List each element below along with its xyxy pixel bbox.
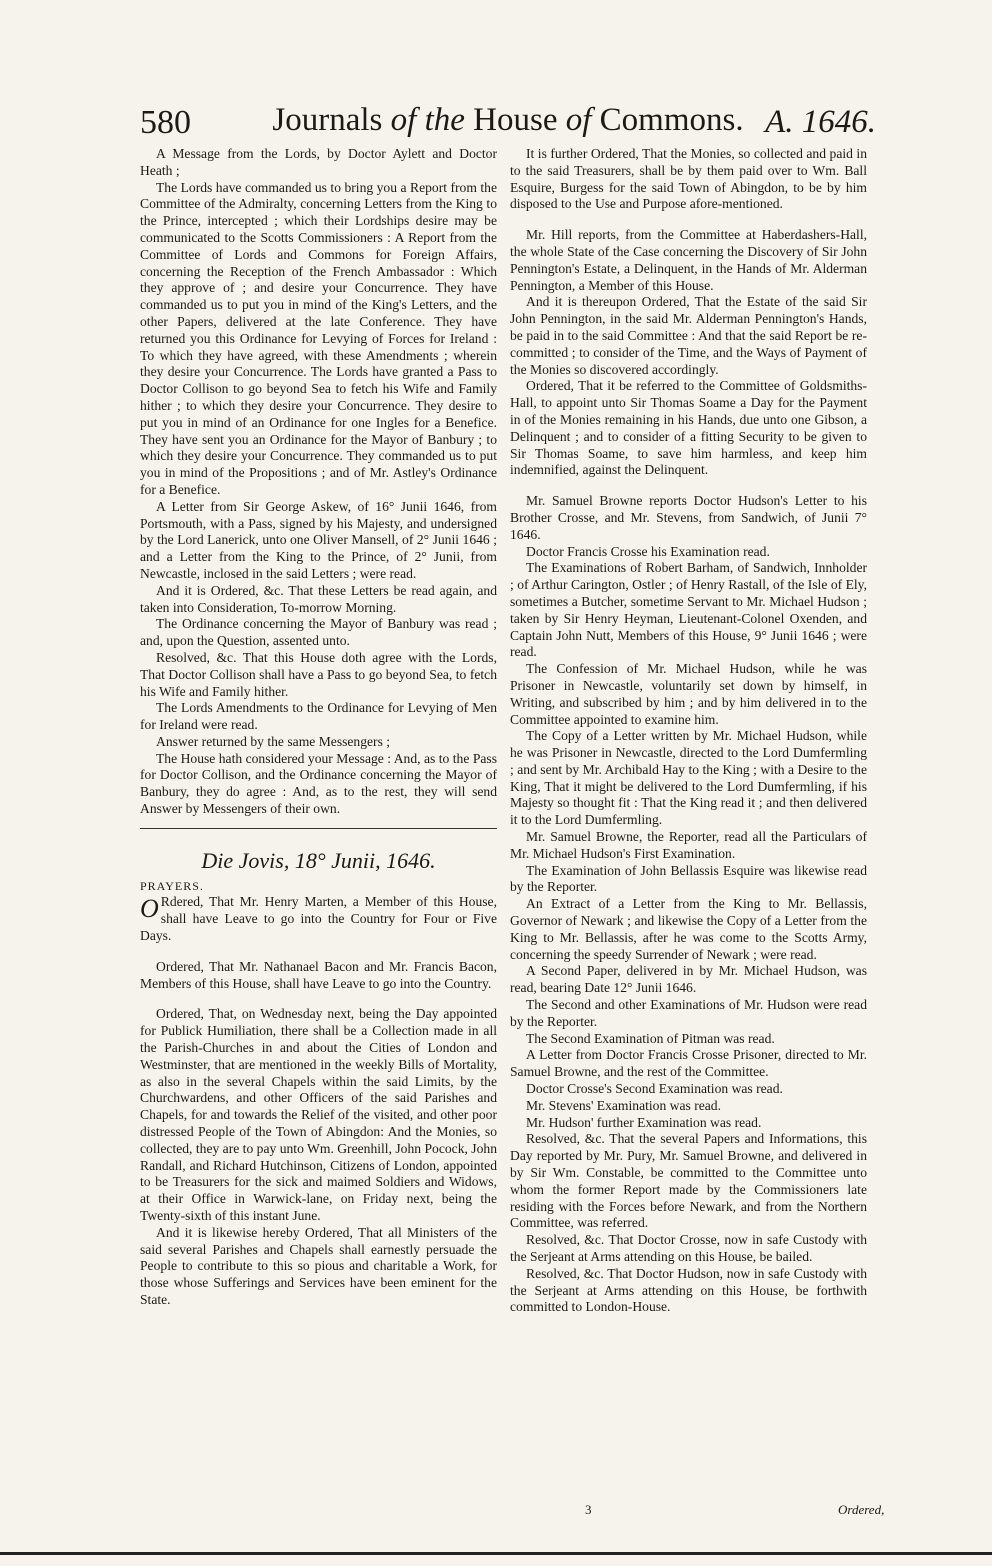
paragraph: Rdered, That Mr. Henry Marten, a Member of this House, shall have Leave to go into the Country for Four or Five Days. bbox=[140, 894, 497, 944]
paragraph: Ordered, That, on Wednesday next, being the Day appointed for Publick Humiliation, there shall be a Collection made in all the Parish-Churches in and about the Cities of London and Westminster, that are mentioned in the weekly Bills of Mortality, as also in the several Chapels within the said Limits, by the Churchwardens, and other Officers of the said Parishes and Chapels, for and towards the Relief of the visited, and other poor distressed People of the Town of Abingdon: And the Monies, so collected, they are to pay unto Wm. Greenhill, John Pocock, John Randall, and Richard Hutchinson, Citizens of London, appointed to be Treasurers for the sick and maimed Soldiers and Widows, at their Office in Warwick-lane, on Friday next, being the Twenty-sixth of this instant June. bbox=[140, 1006, 497, 1224]
paragraph: The Second and other Examinations of Mr. Hudson were read by the Reporter. bbox=[510, 997, 867, 1029]
paragraph: The Ordinance concerning the Mayor of Banbury was read ; and, upon the Question, assented unto. bbox=[140, 616, 497, 649]
paragraph: Mr. Stevens' Examination was read. bbox=[526, 1097, 721, 1113]
paragraph: The Lords have commanded us to bring you a Report from the Committee of the Admiralty, concerning Letters from the King to the Prince, intercepted ; which their Lordships desire may be communicated to the Scotts Commissioners : A Report from the Committee of Lords and Commons for Foreign Affairs, concerning the Reception of the French Ambassador : Which they approve of ; and desire your Concurrence. They have commanded us to put you in mind of the King's Letters, and the other Papers, delivered at the late Conference. They have returned you this Ordinance for Levying of Forces for Ireland : To which they have agreed, with these Amendments ; wherein they desire your Concurrence. The Lords have granted a Pass to Doctor Collison to go beyond Sea to fetch his Wife and Family hither ; to which they desire your Concurrence. They desire to put you in mind of an Ordinance for one Ingles for a Benefice. They have sent you an Ordinance for the Mayor of Banbury ; to which they desire your Concurrence. They commanded us to put you in mind of the Propositions ; and of Mr. Astley's Ordinance for a Benefice. bbox=[140, 179, 497, 497]
page-header bbox=[140, 100, 876, 148]
paragraph: Resolved, &c. That the several Papers and Informations, this Day reported by Mr. Pury, Mr. Samuel Browne, and delivered in by Sir Wm. Constable, be committed to the Committee unto whom the former Report made by the Commissioners late residing with the Forces before Newark, and from the Northern Committee, was referred. bbox=[510, 1131, 867, 1231]
paragraph: Ordered, That Mr. Nathanael Bacon and Mr. Francis Bacon, Members of this House, shall have Leave to go into the Country. bbox=[140, 958, 497, 991]
paragraph: The Second Examination of Pitman was read. bbox=[526, 1030, 775, 1046]
paragraph: An Extract of a Letter from the King to Mr. Bellassis, Governor of Newark ; and likewise the Copy of a Letter from the King to Mr. Bellassis, after he was come to the Scotts Army, concerning the speedy Surrender of Newark ; were read. bbox=[510, 896, 867, 962]
paragraph: Resolved, &c. That this House doth agree with the Lords, That Doctor Collison shall have a Pass to go beyond Sea, to fetch his Wife and Family hither. bbox=[140, 649, 497, 699]
paragraph: Resolved, &c. That Doctor Crosse, now in safe Custody with the Serjeant at Arms attending on this House, be bailed. bbox=[510, 1232, 867, 1264]
signature-mark: 3 bbox=[585, 1502, 592, 1517]
drop-cap: O bbox=[140, 894, 159, 924]
day-heading: Die Jovis, 18° Junii, 1646. bbox=[201, 847, 436, 873]
paragraph: Resolved, &c. That Doctor Hudson, now in safe Custody with the Serjeant at Arms attending on this House, be forthwith committed to London-House. bbox=[510, 1265, 867, 1315]
paragraph: A Message from the Lords, by Doctor Aylett and Doctor Heath ; bbox=[140, 146, 497, 178]
paragraph: The Lords Amendments to the Ordinance for Levying of Men for Ireland were read. bbox=[140, 700, 497, 733]
paragraph: A Letter from Sir George Askew, of 16° Junii 1646, from Portsmouth, with a Pass, signed by his Majesty, and undersigned by the Lord Lanerick, unto one Oliver Mansell, of 2° Junii 1646 ; and a Letter from the King to the Prince, of 2° Junii, from Newcastle, inclosed in the said Letters ; were read. bbox=[140, 498, 497, 581]
year-marker: A. 1646. bbox=[765, 104, 876, 140]
title-of-the: of the bbox=[390, 102, 474, 138]
paragraph: The Copy of a Letter written by Mr. Michael Hudson, while he was Prisoner in Newcastle, directed to the Lord Dumfermling ; and sent by Mr. Archibald Hay to the King ; with a Desire to the King, That it might be delivered to the Lord Dumfermling, if his Majesty so thought fit : That the King read it ; and then delivered it to the Lord Dumfermling. bbox=[510, 728, 867, 828]
paragraph: And it is thereupon Ordered, That the Estate of the said Sir John Pennington, in the said Mr. Alderman Pennington's Hands, be paid in to the said Committee : And that the said Report be re-committed ; to consider of the Time, and the Ways of Payment of the Monies so discovered accordingly. bbox=[510, 294, 867, 377]
title-journals: Journals bbox=[272, 102, 391, 138]
paragraph: And it is Ordered, &c. That these Letters be read again, and taken into Consideration, To-morrow Morning. bbox=[140, 582, 497, 615]
paragraph: The Examinations of Robert Barham, of Sandwich, Innholder ; of Arthur Carington, Ostler ; of Henry Rastall, of the Isle of Ely, sometimes a Butcher, sometime Servant to Mr. Michael Hudson ; taken by Sir Henry Heyman, Lieutenant-Colonel Oxenden, and Captain John Nutt, Members of this House, 9° Junii 1646 ; were read. bbox=[510, 560, 867, 660]
paragraph: Mr. Hudson' further Examination was read. bbox=[526, 1114, 762, 1130]
bottom-border bbox=[0, 1552, 992, 1555]
paragraph: The House hath considered your Message : And, as to the Pass for Doctor Collison, and the Ordinance concerning the Mayor of Banbury, they do agree : And, as to the rest, they will send Answer by Messengers of their own. bbox=[140, 750, 497, 817]
paragraph: Mr. Samuel Browne, the Reporter, read all the Particulars of Mr. Michael Hudson's First Examination. bbox=[510, 829, 867, 861]
paragraph: The Examination of John Bellassis Esquire was likewise read by the Reporter. bbox=[510, 862, 867, 895]
paragraph: Doctor Francis Crosse his Examination read. bbox=[526, 543, 770, 559]
paragraph: Doctor Crosse's Second Examination was read. bbox=[526, 1081, 783, 1097]
paragraph: It is further Ordered, That the Monies, so collected and paid in to the said Treasurers, shall be by them paid over to Wm. Ball Esquire, Burgess for the said Town of Abingdon, to be by him disposed to the Use and Purpose afore-mentioned. bbox=[510, 146, 867, 212]
prayers-label: PRAYERS. bbox=[140, 878, 204, 893]
paragraph: A Second Paper, delivered in by Mr. Michael Hudson, was read, bearing Date 12° Junii 1646. bbox=[510, 963, 867, 996]
title-of: of bbox=[565, 102, 600, 138]
catchword: Ordered, bbox=[838, 1502, 885, 1517]
right-column bbox=[510, 146, 867, 1316]
paragraph: Mr. Samuel Browne reports Doctor Hudson's Letter to his Brother Crosse, and Mr. Stevens, from Sandwich, of Junii 7° 1646. bbox=[510, 493, 867, 542]
left-column bbox=[140, 146, 497, 1309]
page-number: 580 bbox=[140, 104, 191, 141]
paragraph: And it is likewise hereby Ordered, That all Ministers of the said several Parishes and Chapels shall earnestly persuade the People to contribute to this so pious and charitable a Work, for those whose Sufferings and Services have been eminent for the State. bbox=[140, 1224, 497, 1307]
paragraph: The Confession of Mr. Michael Hudson, while he was Prisoner in Newcastle, voluntarily set down by himself, in Writing, and subscribed by him ; and by him delivered in to the Committee appointed to examine him. bbox=[510, 661, 867, 727]
section-divider bbox=[140, 828, 497, 829]
paragraph: Answer returned by the same Messengers ; bbox=[156, 733, 391, 749]
paragraph: Ordered, That it be referred to the Committee of Goldsmiths-Hall, to appoint unto Sir Thomas Soame a Day for the Payment in of the Monies remaining in his Hands, due unto one Gibson, a Delinquent ; and to consider of a fitting Security to be given to Sir Thomas Soame, to save him harmless, and keep him indemnified, against the Delinquent. bbox=[510, 378, 867, 478]
paragraph: Mr. Hill reports, from the Committee at Haberdashers-Hall, the whole State of the Case concerning the Discovery of Sir John Pennington's Estate, a Delinquent, in the Hands of Mr. Alderman Pennington, a Member of this House. bbox=[510, 227, 867, 293]
paragraph: A Letter from Doctor Francis Crosse Prisoner, directed to Mr. Samuel Browne, and the rest of the Committee. bbox=[510, 1047, 867, 1080]
title-house: House bbox=[473, 102, 566, 138]
title-commons: Commons. bbox=[599, 102, 744, 138]
